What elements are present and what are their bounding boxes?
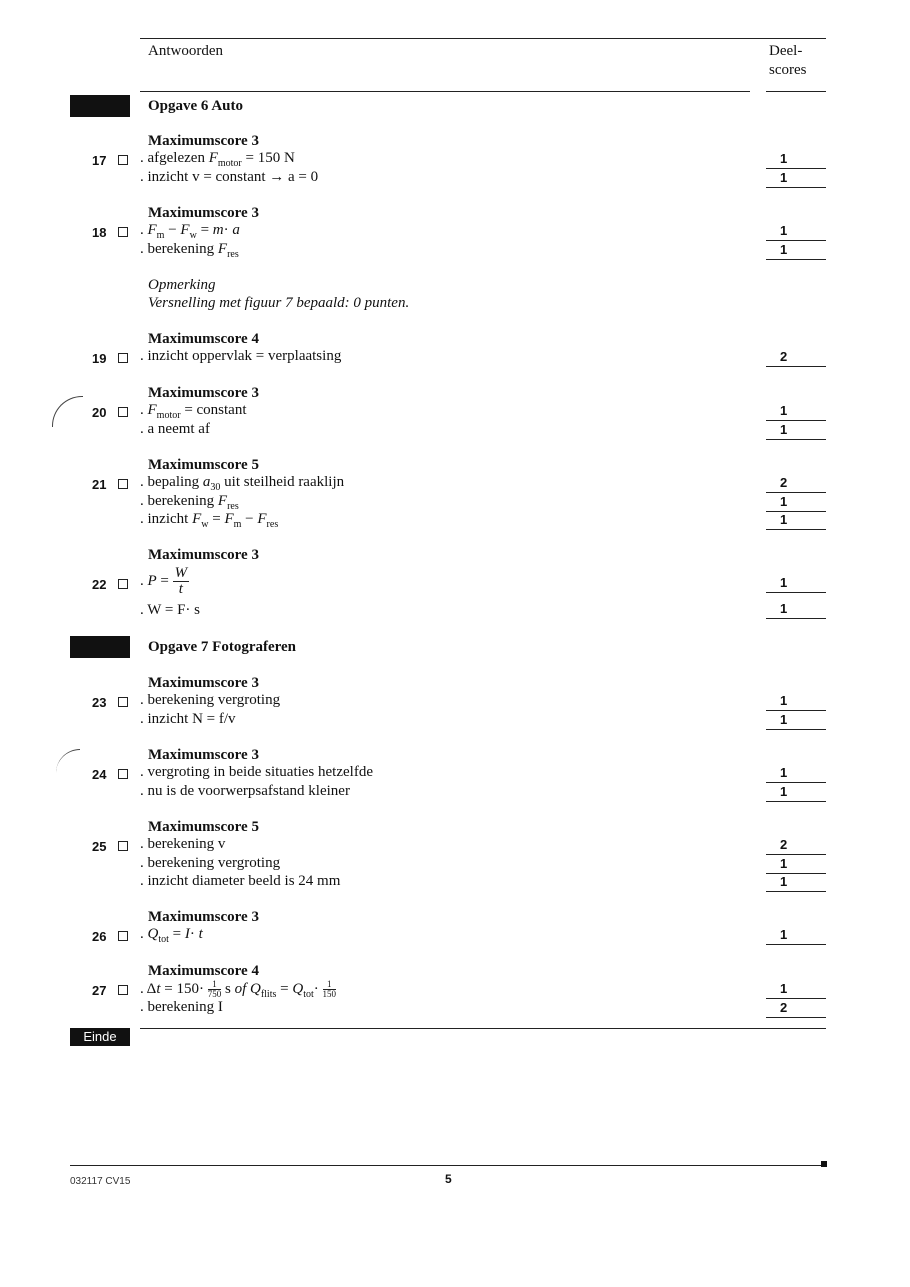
- question-number: 26: [92, 929, 107, 944]
- checkbox[interactable]: [118, 353, 128, 363]
- footer-code: 032117 CV15: [70, 1176, 131, 1187]
- max-score: Maximumscore 3: [148, 547, 259, 563]
- score-box: 1: [766, 150, 826, 169]
- score-box: 1: [766, 511, 826, 530]
- header-scores-1: Deel-: [769, 43, 803, 59]
- criterion: . berekening vergroting: [140, 692, 281, 708]
- checkbox[interactable]: [118, 985, 128, 995]
- question-number: 23: [92, 695, 107, 710]
- score-box: 1: [766, 493, 826, 512]
- max-score: Maximumscore 3: [148, 133, 259, 149]
- max-score: Maximumscore 3: [148, 909, 259, 925]
- criterion: . berekening I: [140, 999, 223, 1015]
- checkbox[interactable]: [118, 227, 128, 237]
- criterion: . berekening vergroting: [140, 855, 281, 871]
- criterion: . a neemt af: [140, 421, 210, 437]
- score-box: 1: [766, 855, 826, 874]
- checkbox[interactable]: [118, 579, 128, 589]
- score-box: 1: [766, 764, 826, 783]
- score-box: 1: [766, 600, 826, 619]
- score-box: 1: [766, 783, 826, 802]
- score-box: 1: [766, 222, 826, 241]
- question-number: 21: [92, 477, 107, 492]
- criterion: . inzicht $F_w = F_m - F_{res}$: [140, 511, 279, 530]
- score-box: 2: [766, 474, 826, 493]
- question-number: 18: [92, 225, 107, 240]
- checkbox[interactable]: [118, 841, 128, 851]
- page-number: 5: [445, 1172, 452, 1186]
- criterion: . inzicht v = constant → a = 0: [140, 169, 319, 185]
- max-score: Maximumscore 4: [148, 331, 259, 347]
- pen-mark: [52, 396, 83, 427]
- score-box: 2: [766, 999, 826, 1018]
- question-number: 22: [92, 577, 107, 592]
- score-box: 1: [766, 873, 826, 892]
- score-box: 1: [766, 926, 826, 945]
- end-marker: Einde: [70, 1028, 130, 1046]
- checkbox[interactable]: [118, 479, 128, 489]
- checkbox[interactable]: [118, 931, 128, 941]
- max-score: Maximumscore 5: [148, 819, 259, 835]
- criterion: . inzicht oppervlak = verplaatsing: [140, 348, 342, 364]
- max-score: Maximumscore 3: [148, 205, 259, 221]
- footer-mark: [821, 1161, 827, 1167]
- max-score: Maximumscore 4: [148, 963, 259, 979]
- header-scores-2: scores: [769, 62, 807, 78]
- criterion: . W = F· s: [140, 602, 200, 618]
- score-box: 2: [766, 348, 826, 367]
- score-box: 1: [766, 980, 826, 999]
- criterion: . Δt = 150· $\frac{1}{750}$ s of $Q_{flits} = Q_{tot}\cdot$ $\frac{1}{150}$: [140, 979, 337, 1000]
- criterion: . berekening $F_{res}$: [140, 493, 239, 512]
- criterion: . bepaling $a_{30}$ uit steilheid raaklijn: [140, 474, 345, 493]
- max-score: Maximumscore 3: [148, 385, 259, 401]
- criterion: . berekening v: [140, 836, 226, 852]
- question-number: 24: [92, 767, 107, 782]
- criterion: . $F_m - F_w = m\cdot a$: [140, 222, 240, 241]
- score-box: 1: [766, 574, 826, 593]
- criterion: . P = $\frac{W}{t}$: [140, 565, 188, 597]
- header-answers: Antwoorden: [148, 43, 223, 59]
- score-box: 1: [766, 169, 826, 188]
- criterion: . inzicht N = f/v: [140, 711, 236, 727]
- question-number: 25: [92, 839, 107, 854]
- section-title: Opgave 6 Auto: [148, 98, 244, 114]
- checkbox[interactable]: [118, 155, 128, 165]
- max-score: Maximumscore 3: [148, 675, 259, 691]
- pen-mark: [56, 749, 80, 780]
- score-box: 1: [766, 692, 826, 711]
- checkbox[interactable]: [118, 407, 128, 417]
- question-number: 19: [92, 351, 107, 366]
- max-score: Maximumscore 3: [148, 747, 259, 763]
- criterion: . vergroting in beide situaties hetzelfde: [140, 764, 373, 780]
- question-number: 27: [92, 983, 107, 998]
- score-box: 1: [766, 711, 826, 730]
- criterion: . afgelezen $F_{motor} = 150$ N: [140, 150, 295, 169]
- score-box: 1: [766, 421, 826, 440]
- max-score: Maximumscore 5: [148, 457, 259, 473]
- score-box: 1: [766, 402, 826, 421]
- criterion: . inzicht diameter beeld is 24 mm: [140, 873, 341, 889]
- criterion: . nu is de voorwerpsafstand kleiner: [140, 783, 350, 799]
- remark-text: Versnelling met figuur 7 bepaald: 0 punten.: [148, 295, 410, 311]
- checkbox[interactable]: [118, 769, 128, 779]
- remark-title: Opmerking: [148, 277, 216, 293]
- score-box: 2: [766, 836, 826, 855]
- criterion: . berekening $F_{res}$: [140, 241, 239, 260]
- section-marker: [70, 636, 130, 658]
- question-number: 17: [92, 153, 107, 168]
- criterion: . $Q_{tot} = I\cdot t$: [140, 926, 203, 945]
- checkbox[interactable]: [118, 697, 128, 707]
- section-marker: [70, 95, 130, 117]
- question-number: 20: [92, 405, 107, 420]
- score-box: 1: [766, 241, 826, 260]
- criterion: . $F_{motor}$ = constant: [140, 402, 247, 421]
- section-title: Opgave 7 Fotograferen: [148, 639, 297, 655]
